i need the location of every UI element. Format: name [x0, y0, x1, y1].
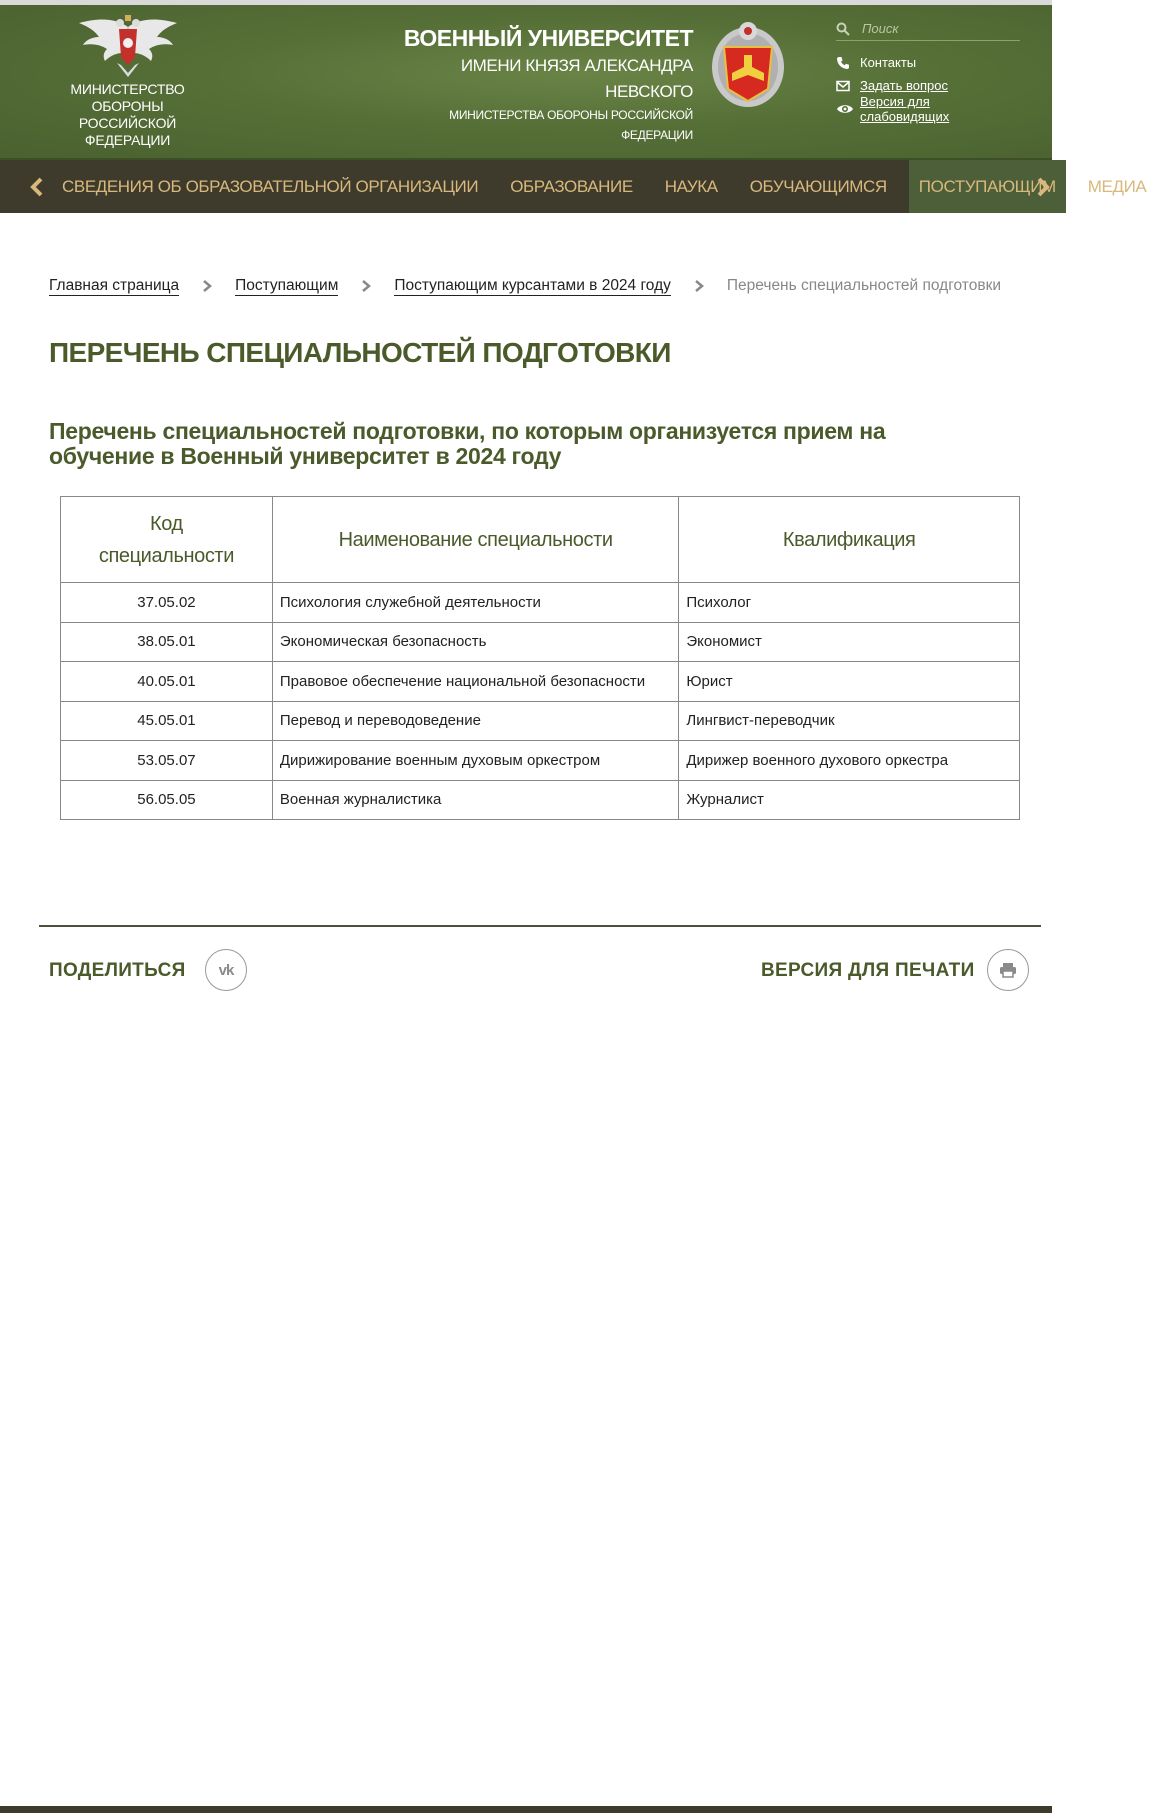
university-title-link[interactable] — [380, 23, 693, 145]
header-code-line1: Код — [150, 512, 183, 535]
header-code — [61, 497, 273, 583]
cell-name: Перевод и переводоведение — [272, 701, 679, 741]
nav-item-media[interactable]: МЕДИА — [1087, 176, 1147, 196]
header-code-line2: специальности — [98, 544, 234, 567]
university-emblem-icon — [708, 17, 788, 109]
vk-icon: vk — [218, 961, 234, 979]
cell-name: Дирижирование военным духовым оркестром — [272, 741, 679, 781]
cell-name: Экономическая безопасность — [272, 622, 679, 662]
cell-qualification: Журналист — [679, 780, 1020, 820]
site-header — [0, 5, 1052, 160]
specialties-table — [60, 496, 1020, 820]
header-utility-panel — [836, 17, 1020, 124]
search-icon[interactable] — [836, 22, 850, 36]
double-headed-eagle-icon — [73, 13, 183, 79]
table-row — [61, 741, 1020, 781]
ministry-name-line2: РОССИЙСКОЙ ФЕДЕРАЦИИ — [78, 115, 177, 148]
nav-scroll-left-button[interactable] — [24, 160, 50, 213]
table-row — [61, 780, 1020, 820]
main-navigation — [0, 160, 1147, 213]
cell-name: Психология служебной деятельности — [272, 583, 679, 623]
nav-item-science[interactable]: НАУКА — [664, 176, 718, 196]
section-title: Перечень специальностей подготовки, по которым организуется прием на обучение в Военный университет в 2024 году — [49, 418, 886, 469]
breadcrumb-home-link[interactable]: Главная страница — [49, 277, 180, 294]
breadcrumb — [49, 276, 1001, 296]
nav-item-organization-info[interactable]: СВЕДЕНИЯ ОБ ОБРАЗОВАТЕЛЬНОЙ ОРГАНИЗАЦИИ — [62, 176, 479, 196]
content-divider — [39, 925, 1041, 927]
chevron-right-icon — [1036, 177, 1050, 197]
cell-qualification: Дирижер военного духового оркестра — [679, 741, 1020, 781]
vk-share-button[interactable] — [205, 949, 247, 991]
table-header-row — [61, 497, 1020, 583]
university-name-line3: МИНИСТЕРСТВА ОБОРОНЫ РОССИЙСКОЙ ФЕДЕРАЦИИ — [449, 108, 693, 142]
print-button[interactable] — [987, 949, 1029, 991]
contacts-link[interactable]: Контакты — [860, 55, 917, 70]
chevron-right-icon — [360, 280, 372, 292]
header-qualification: Квалификация — [679, 497, 1020, 583]
university-name-line2: ИМЕНИ КНЯЗЯ АЛЕКСАНДРА НЕВСКОГО — [460, 56, 693, 101]
cell-code: 56.05.05 — [61, 780, 273, 820]
page-title: ПЕРЕЧЕНЬ СПЕЦИАЛЬНОСТЕЙ ПОДГОТОВКИ — [49, 337, 671, 368]
cell-code: 53.05.07 — [61, 741, 273, 781]
nav-item-education[interactable]: ОБРАЗОВАНИЕ — [510, 176, 633, 196]
cell-qualification: Юрист — [679, 662, 1020, 702]
cell-qualification: Экономист — [679, 622, 1020, 662]
breadcrumb-cadets-2024-link[interactable]: Поступающим курсантами в 2024 году — [394, 277, 671, 294]
breadcrumb-current: Перечень специальностей подготовки — [726, 277, 1002, 294]
nav-items — [52, 160, 1168, 213]
cell-qualification: Психолог — [679, 583, 1020, 623]
chevron-right-icon — [201, 280, 213, 292]
printer-icon — [999, 962, 1017, 978]
phone-icon — [836, 56, 850, 70]
ministry-logo-link[interactable] — [40, 13, 215, 149]
nav-scroll-right-button[interactable] — [1030, 160, 1056, 213]
search-box — [836, 17, 1020, 41]
cell-code: 38.05.01 — [61, 622, 273, 662]
nav-item-applicants[interactable]: ПОСТУПАЮЩИМ — [909, 160, 1066, 213]
breadcrumb-applicants-link[interactable]: Поступающим — [235, 277, 339, 294]
university-name-line1: ВОЕННЫЙ УНИВЕРСИТЕТ — [403, 25, 693, 51]
chevron-left-icon — [30, 177, 44, 197]
accessible-version-row — [836, 93, 1020, 124]
contacts-row — [836, 51, 1020, 74]
cell-code: 45.05.01 — [61, 701, 273, 741]
cell-code: 37.05.02 — [61, 583, 273, 623]
cell-qualification: Лингвист-переводчик — [679, 701, 1020, 741]
header-specialty-name: Наименование специальности — [272, 497, 679, 583]
share-label: ПОДЕЛИТЬСЯ — [49, 960, 186, 981]
ask-question-link[interactable]: Задать вопрос — [860, 78, 948, 93]
chevron-right-icon — [693, 280, 705, 292]
search-input[interactable] — [862, 21, 1012, 36]
footer-top-border — [0, 1806, 1052, 1813]
print-version-label[interactable]: ВЕРСИЯ ДЛЯ ПЕЧАТИ — [761, 960, 975, 981]
table-row — [61, 662, 1020, 702]
cell-code: 40.05.01 — [61, 662, 273, 702]
cell-name: Правовое обеспечение национальной безопасности — [272, 662, 679, 702]
table-row — [61, 622, 1020, 662]
ministry-name-line1: МИНИСТЕРСТВО ОБОРОНЫ — [70, 81, 185, 114]
nav-item-students[interactable]: ОБУЧАЮЩИМСЯ — [749, 176, 887, 196]
ministry-name — [40, 81, 215, 149]
table-row — [61, 583, 1020, 623]
cell-name: Военная журналистика — [272, 780, 679, 820]
eye-icon — [836, 102, 854, 116]
accessible-version-link[interactable]: Версия для слабовидящих — [860, 93, 950, 124]
envelope-icon — [836, 79, 850, 93]
table-row — [61, 701, 1020, 741]
